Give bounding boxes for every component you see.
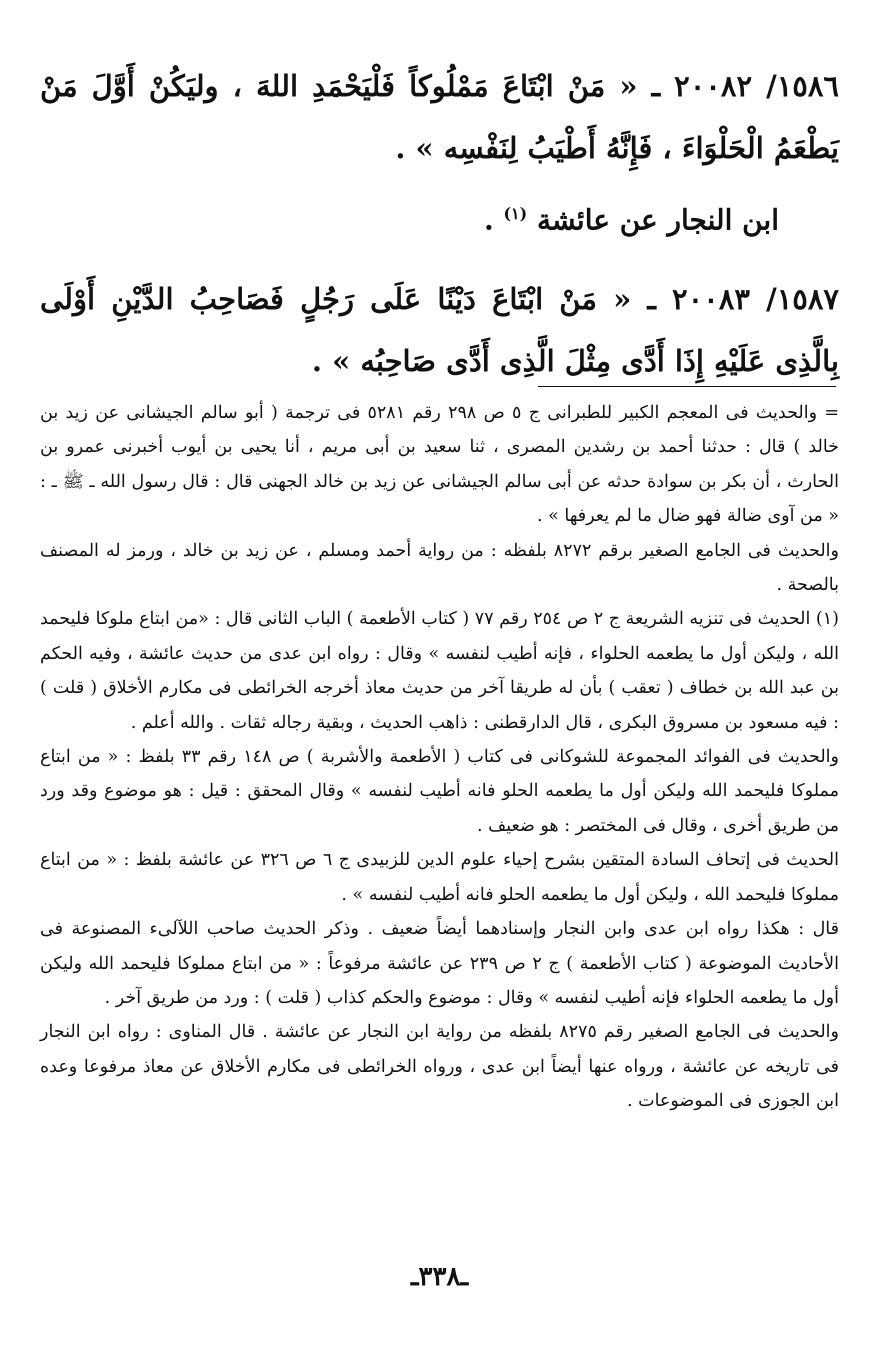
footnote-paragraph: قال : هكذا رواه ابن عدى وابن النجار وإسنادهما أيضاً ضعيف . وذكر الحديث صاحب اللآلىء المصنوعة فى الأحاديث الموضوعة ( كتاب الأطعمة ) ج ٢ ص ٢٣٩ عن عائشة مرفوعاً : « من ابتاع مملوكا فليحمد الله وليكن أول ما يطعمه الحلواء فإنه أطيب لنفسه » وقال : موضوع والحكم كذاب ( قلت ) : ورد من طريق آخر . <box>40 919 839 1008</box>
footnote-paragraph: والحديث فى الفوائد المجموعة للشوكانى فى كتاب ( الأطعمة والأشربة ) ص ١٤٨ رقم ٣٣ بلفظ : « من ابتاع مملوكا فليحمد الله وليكن أول ما يطعمه الحلو فانه أطيب لنفسه » وقال المحقق : قيل : هو موضوع وقد ورد من طريق أخرى ، وقال فى المختصر : هو ضعيف . <box>40 747 839 836</box>
footnote-paragraph: = والحديث فى المعجم الكبير للطبرانى ج ٥ ص ٢٩٨ رقم ٥٢٨١ فى ترجمة ( أبو سالم الجيشانى عن زيد بن خالد ) قال : حدثنا أحمد بن رشدين المصرى ، ثنا سعيد بن أبى مريم ، أنا يحيى بن أيوب أخبرنى عمرو بن الحارث ، أن بكر بن سوادة حدثه عن أبى سالم الجيشانى عن زيد بن خالد الجهنى قال : قال رسول الله ـ ﷺ ـ : « من آوى ضالة فهو ضال ما لم يعرفها » . <box>40 403 839 527</box>
hadith-1587: ١٥٨٧/ ٢٠٠٨٣ ـ « مَنْ ابْتَاعَ دَيْنًا عَلَى رَجُلٍ فَصَاحِبُ الدَّيْنِ أَوْلَى بِالَّذِى عَلَيْهِ إِذَا أَدَّى مِثْلَ الَّذِى أَدَّى صَاحِبُه » . <box>40 282 839 378</box>
hadith-1586: ١٥٨٦/ ٢٠٠٨٢ ـ « مَنْ ابْتَاعَ مَمْلُوكاً فَلْيَحْمَدِ اللهَ ، وليَكُنْ أَوَّلَ مَنْ يَطْعَمُ الْحَلْوَاءَ ، فَإِنَّهُ أَطْيَبُ لِنَفْسِه » . <box>40 69 839 165</box>
footnote-paragraph: والحديث فى الجامع الصغير برقم ٨٢٧٢ بلفظه : من رواية أحمد ومسلم ، عن زيد بن خالد ، ورمز له المصنف بالصحة . <box>40 540 839 596</box>
source-end: . <box>483 203 494 237</box>
footnotes <box>40 396 839 1119</box>
source-text: ابن النجار عن عائشة <box>536 203 779 237</box>
footnote-paragraph: (١) الحديث فى تنزيه الشريعة ج ٢ ص ٢٥٤ رقم ٧٧ ( كتاب الأطعمة ) الباب الثانى قال : «من ابتاع ملوكا فليحمد الله ، وليكن أول ما يطعمه الحلواء ، فإنه أطيب لنفسه » وقال : رواه ابن عدى من حديث عائشة ، وفيه الحكم بن عبد الله بن خطاف ( تعقب ) بأن له طريقا آخر من حديث معاذ أخرجه الخرائطى فى مكارم الأخلاق ( قلت ) : فيه مسعود بن مسروق البكرى ، قال الدارقطنى : ذاهب الحديث ، وبقية رجاله ثقات . والله أعلم . <box>40 609 839 733</box>
hadith-source <box>40 191 779 243</box>
footnote-ref: (١) <box>503 204 528 223</box>
footnote-paragraph: والحديث فى الجامع الصغير رقم ٨٢٧٥ بلفظه من رواية ابن النجار عن عائشة . قال المناوى : رواه ابن النجار فى تاريخه عن عائشة ، ورواه عنها أيضاً ابن عدى ، ورواه الخرائطى فى مكارم الأخلاق عن معاذ مرفوعا وعده ابن الجوزى فى الموضوعات . <box>40 1022 839 1112</box>
footnote-divider <box>538 386 836 387</box>
page-number: ـ٣٣٨ـ <box>410 1262 469 1292</box>
footnote-paragraph: الحديث فى إتحاف السادة المتقين بشرح إحياء علوم الدين للزبيدى ج ٦ ص ٣٢٦ عن عائشة بلفظ : « من ابتاع مملوكا فليحمد الله ، وليكن أول ما يطعمه الحلو فانه أطيب لنفسه » . <box>40 850 839 905</box>
